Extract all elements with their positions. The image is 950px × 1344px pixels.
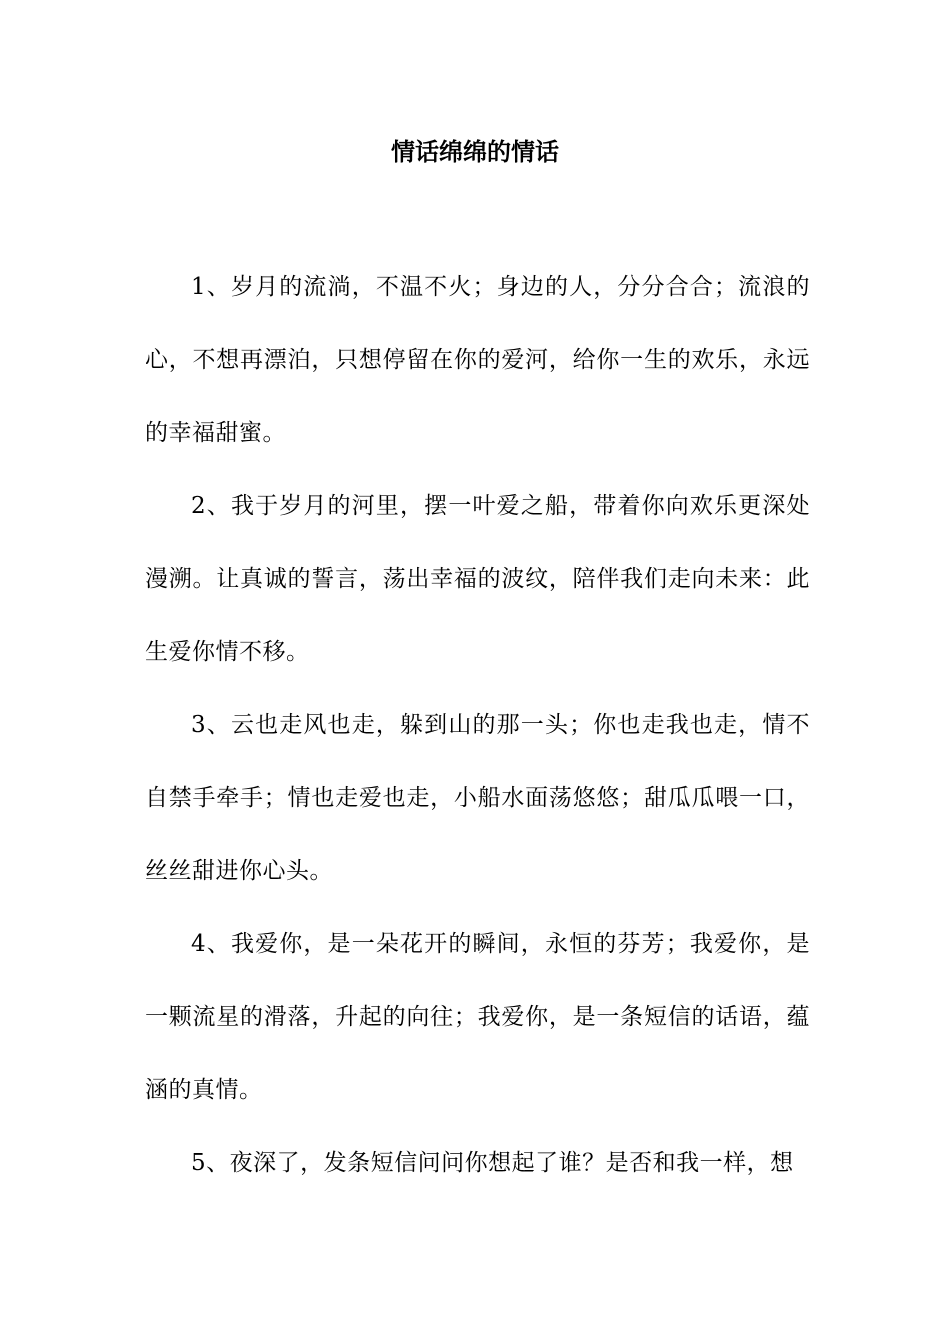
paragraph-4: 4、我爱你，是一朵花开的瞬间，永恒的芬芳；我爱你，是一颗流星的滑落，升起的向往；我爱你，是一条短信的话语，蕴涵的真情。	[145, 931, 810, 1103]
paragraph-5: 5、夜深了，发条短信问问你想起了谁？是否和我一样，想	[191, 1150, 794, 1176]
document-body	[145, 251, 810, 1200]
paragraph-1: 1、岁月的流淌，不温不火；身边的人，分分合合；流浪的心，不想再漂泊，只想停留在你的爱河，给你一生的欢乐，永远的幸福甜蜜。	[145, 274, 810, 446]
paragraph-2: 2、我于岁月的河里，摆一叶爱之船，带着你向欢乐更深处漫溯。让真诚的誓言，荡出幸福的波纹，陪伴我们走向未来：此生爱你情不移。	[145, 493, 810, 665]
document-title: 情话绵绵的情话	[391, 138, 559, 166]
paragraph-3: 3、云也走风也走，躲到山的那一头；你也走我也走，情不自禁手牵手；情也走爱也走，小船水面荡悠悠；甜瓜瓜喂一口，丝丝甜进你心头。	[145, 712, 810, 884]
